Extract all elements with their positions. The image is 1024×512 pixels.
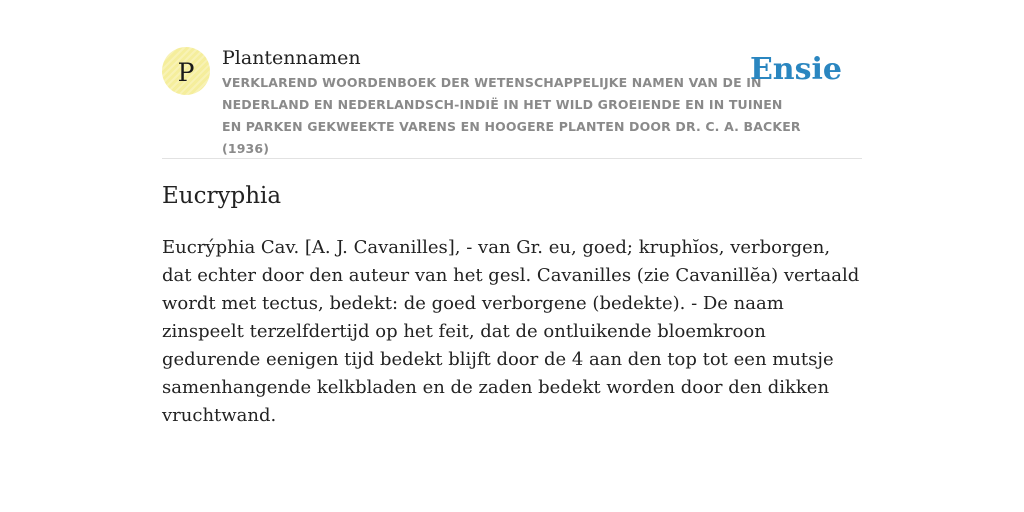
entry-definition: Eucrýphia Cav. [A. J. Cavanilles], - van Gr. eu, goed; kruphĭos, verborgen, dat echter door den auteur van het gesl. Cavanilles (zie Cavanillĕa) vertaald wordt met tectus, bedekt: de goed verborgene (bedekte). - De naam zinspeelt terzelfdertijd op het feit, dat de ontluikende bloemkroon gedurende eenigen tijd bedekt blijft door de 4 aan den top tot een mutsje samenhangende kelkbladen en de zaden bedekt worden door den dikken vruchtwand. [162,237,860,426]
ensie-logo[interactable]: Ensie [749,52,842,87]
book-subtitle: VERKLAREND WOORDENBOEK DER WETENSCHAPPELIJKE NAMEN VAN DE IN NEDERLAND EN NEDERLANDSCH-INDIË IN HET WILD GROEIENDE EN IN TUINEN EN PARKEN GEKWEEKTE VARENS EN HOOGERE PLANTEN DOOR DR. C. A. BACKER (1936) [222,75,801,156]
book-title-link[interactable]: Plantennamen [222,47,361,69]
entry-title: Eucryphia [162,183,282,209]
avatar-letter: P [177,57,195,87]
book-avatar[interactable] [162,47,210,95]
book-header [162,44,862,159]
